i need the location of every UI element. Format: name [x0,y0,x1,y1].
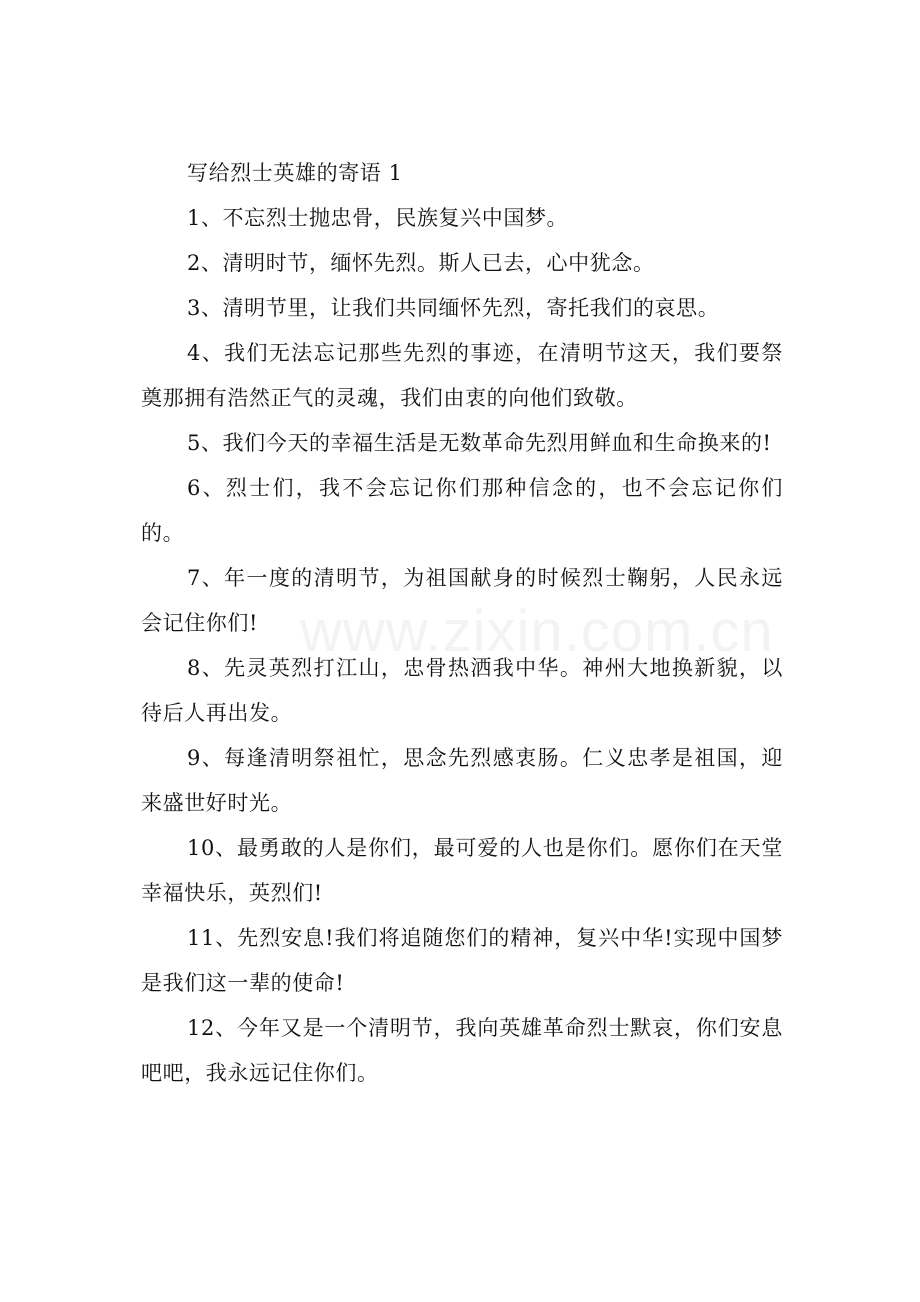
document-title: 写给烈士英雄的寄语 1 [187,161,403,185]
message-item-9: 9、每逢清明祭祖忙，思念先烈感衷肠。仁义忠孝是祖国，迎来盛世好时光。 [141,746,783,815]
message-item-4: 4、我们无法忘记那些先烈的事迹，在清明节这天，我们要祭奠那拥有浩然正气的灵魂，我们由衷的向他们致敬。 [141,341,783,410]
document-content [141,151,783,1096]
message-item-3: 3、清明节里，让我们共同缅怀先烈，寄托我们的哀思。 [187,296,720,320]
message-item-7: 7、年一度的清明节，为祖国献身的时候烈士鞠躬，人民永远会记住你们! [141,566,783,635]
watermark-text: www.zixin.com.cn [300,599,774,664]
message-item-6: 6、烈士们，我不会忘记你们那种信念的，也不会忘记你们的。 [141,476,783,545]
message-item-2: 2、清明时节，缅怀先烈。斯人已去，心中犹念。 [187,251,655,275]
message-item-8: 8、先灵英烈打江山，忠骨热洒我中华。神州大地换新貌，以待后人再出发。 [141,656,783,725]
message-item-1: 1、不忘烈士抛忠骨，民族复兴中国梦。 [187,206,569,230]
message-item-12: 12、今年又是一个清明节，我向英雄革命烈士默哀，你们安息吧吧，我永远记住你们。 [141,1016,783,1085]
message-item-10: 10、最勇敢的人是你们，最可爱的人也是你们。愿你们在天堂幸福快乐，英烈们! [141,836,783,905]
message-item-11: 11、先烈安息!我们将追随您们的精神，复兴中华!实现中国梦是我们这一辈的使命! [141,926,783,995]
message-item-5: 5、我们今天的幸福生活是无数革命先烈用鲜血和生命换来的! [187,431,772,455]
